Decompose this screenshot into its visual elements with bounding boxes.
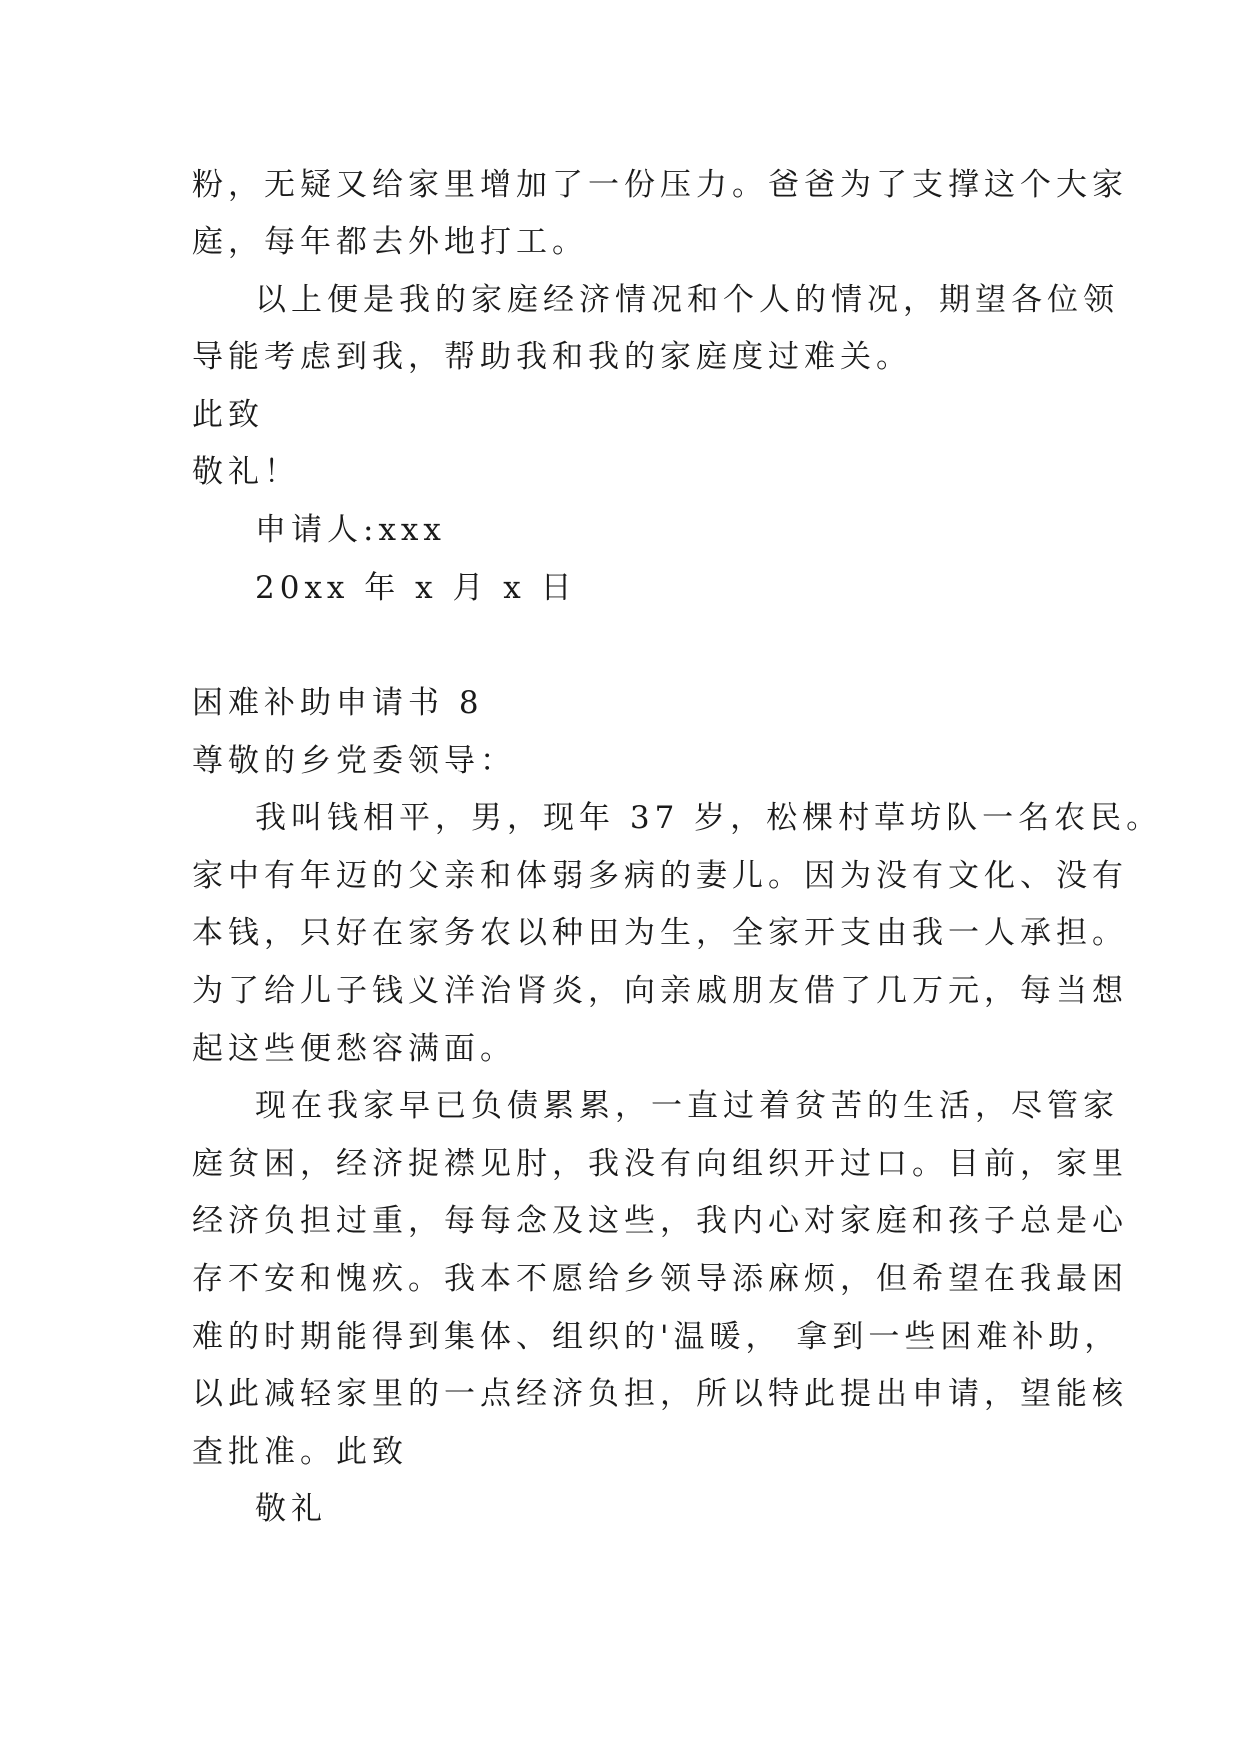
closing-line: 此致 bbox=[192, 397, 264, 433]
paragraph-line: 庭贫困，经济捉襟见肘，我没有向组织开过口。目前，家里 bbox=[192, 1146, 1128, 1182]
salutation: 尊敬的乡党委领导： bbox=[192, 743, 516, 779]
paragraph-line: 难的时期能得到集体、组织的'温暖， 拿到一些困难补助， bbox=[192, 1319, 1121, 1355]
date-line: 20xx 年 x 月 x 日 bbox=[255, 570, 577, 606]
paragraph-line: 存不安和愧疚。我本不愿给乡领导添麻烦，但希望在我最困 bbox=[192, 1261, 1128, 1297]
closing-line: 敬礼 bbox=[255, 1491, 327, 1527]
closing-line: 敬礼！ bbox=[192, 454, 300, 490]
paragraph-line: 查批准。此致 bbox=[192, 1434, 408, 1470]
paragraph-line: 家中有年迈的父亲和体弱多病的妻儿。因为没有文化、没有 bbox=[192, 858, 1128, 894]
paragraph-line: 粉，无疑又给家里增加了一份压力。爸爸为了支撑这个大家 bbox=[192, 167, 1128, 203]
paragraph-line: 庭，每年都去外地打工。 bbox=[192, 224, 588, 260]
paragraph-line: 现在我家早已负债累累，一直过着贫苦的生活，尽管家 bbox=[255, 1088, 1119, 1124]
applicant-line: 申请人:xxx bbox=[255, 512, 446, 548]
paragraph-line: 以上便是我的家庭经济情况和个人的情况，期望各位领 bbox=[255, 282, 1119, 318]
paragraph-line: 本钱，只好在家务农以种田为生，全家开支由我一人承担。 bbox=[192, 915, 1128, 951]
paragraph-line: 导能考虑到我，帮助我和我的家庭度过难关。 bbox=[192, 339, 912, 375]
paragraph-line: 经济负担过重，每每念及这些，我内心对家庭和孩子总是心 bbox=[192, 1203, 1128, 1239]
section-title: 困难补助申请书 8 bbox=[192, 685, 484, 721]
paragraph-line: 我叫钱相平，男，现年 37 岁，松棵村草坊队一名农民。 bbox=[255, 800, 1163, 836]
paragraph-line: 起这些便愁容满面。 bbox=[192, 1031, 516, 1067]
paragraph-line: 为了给儿子钱义洋治肾炎，向亲戚朋友借了几万元，每当想 bbox=[192, 973, 1128, 1009]
paragraph-line: 以此减轻家里的一点经济负担，所以特此提出申请，望能核 bbox=[192, 1376, 1128, 1412]
